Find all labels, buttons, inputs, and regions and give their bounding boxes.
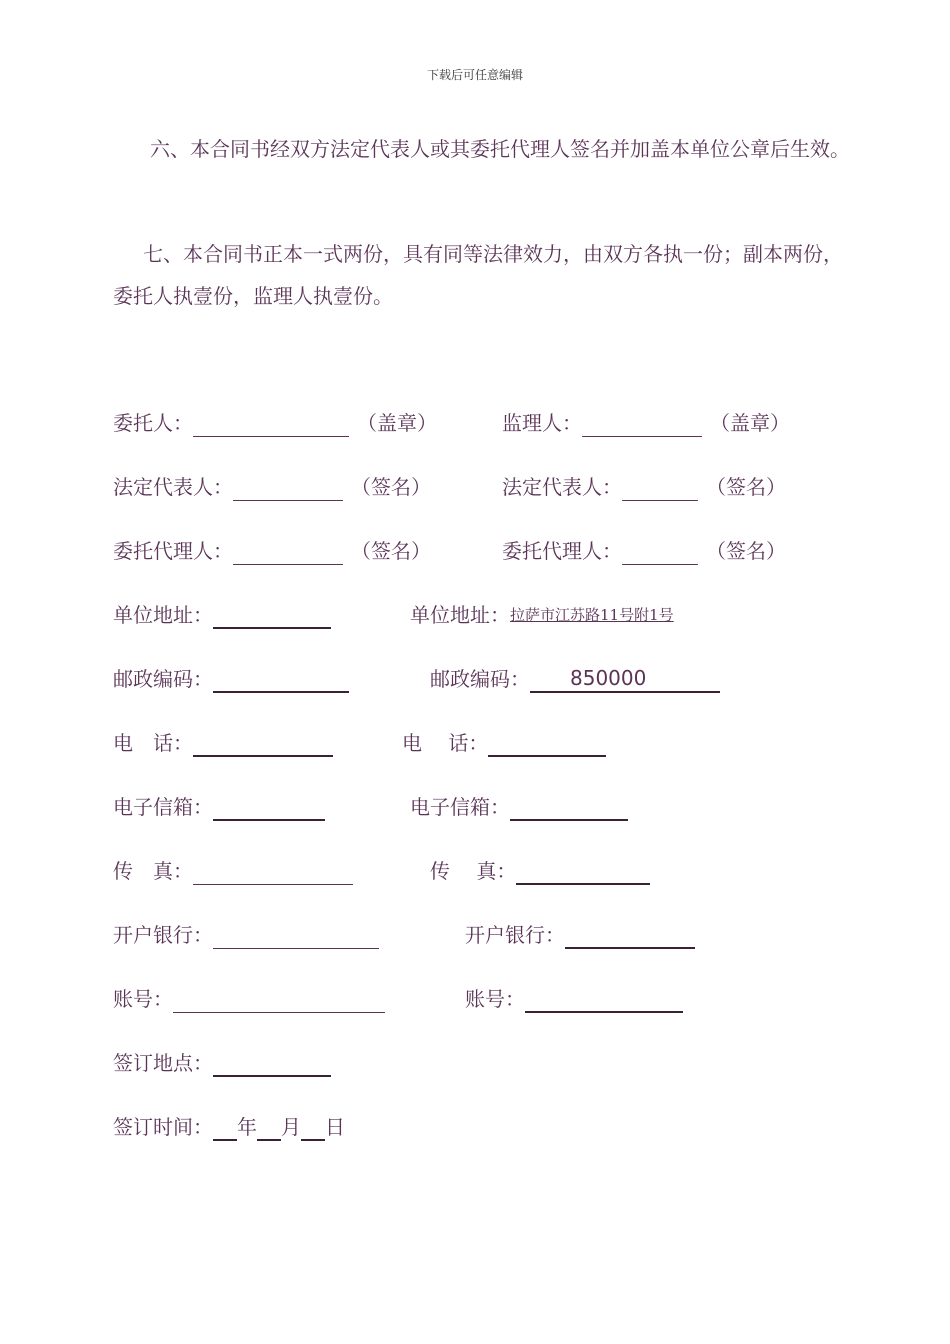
right-agent-label: 委托代理人：: [502, 539, 622, 563]
left-bank-field: [113, 915, 379, 955]
right-agent-blank[interactable]: [622, 538, 698, 565]
left-agent-blank[interactable]: [233, 538, 343, 565]
right-account-label: 账号：: [465, 987, 525, 1011]
form-row-phone: [0, 723, 950, 763]
right-bank-blank[interactable]: [565, 921, 695, 949]
left-phone-blank[interactable]: [193, 729, 333, 757]
left-address-blank[interactable]: [213, 601, 331, 629]
left-fax-label: 传 真：: [113, 859, 193, 883]
sign-year-label: 年: [237, 1115, 257, 1139]
form-row-postcode: [0, 659, 950, 699]
right-postcode-value[interactable]: 850000: [530, 665, 720, 693]
left-fax-field: [113, 851, 353, 891]
supervisor-blank[interactable]: [582, 410, 702, 437]
clause-seven: 七、本合同书正本一式两份，具有同等法律效力，由双方各执一份；副本两份，委托人执壹份，监理人执壹份。: [113, 242, 843, 308]
sign-year-blank[interactable]: [213, 1113, 237, 1141]
left-address-label: 单位地址：: [113, 603, 213, 627]
left-phone-label: 电 话：: [113, 731, 193, 755]
right-account-blank[interactable]: [525, 985, 683, 1013]
left-email-label: 电子信箱：: [113, 795, 213, 819]
right-legal-rep-label: 法定代表人：: [502, 475, 622, 499]
sign-day-blank[interactable]: [301, 1113, 325, 1141]
right-bank-field: [465, 915, 695, 955]
left-account-field: [113, 979, 385, 1019]
left-address-field: [113, 595, 331, 635]
left-agent-label: 委托代理人：: [113, 539, 233, 563]
sign-month-label: 月: [281, 1115, 301, 1139]
right-agent-field: [502, 531, 786, 571]
left-legal-rep-sign-label: （签名）: [351, 475, 431, 499]
client-field: [113, 403, 437, 443]
right-account-field: [465, 979, 683, 1019]
left-email-field: [113, 787, 325, 827]
left-legal-rep-label: 法定代表人：: [113, 475, 233, 499]
right-legal-rep-sign-label: （签名）: [706, 475, 786, 499]
left-account-label: 账号：: [113, 987, 173, 1011]
form-row-fax: [0, 851, 950, 891]
form-row-parties: [0, 403, 950, 443]
form-row-address: [0, 595, 950, 635]
left-bank-label: 开户银行：: [113, 923, 213, 947]
sign-place-blank[interactable]: [213, 1049, 331, 1077]
right-legal-rep-blank[interactable]: [622, 474, 698, 501]
left-email-blank[interactable]: [213, 793, 325, 821]
right-postcode-label: 邮政编码：: [430, 667, 530, 691]
right-email-label: 电子信箱：: [410, 795, 510, 819]
right-address-value[interactable]: 拉萨市江苏路11号附1号: [510, 606, 674, 624]
form-row-bank: [0, 915, 950, 955]
right-phone-field: [402, 723, 606, 763]
left-agent-sign-label: （签名）: [351, 539, 431, 563]
right-address-field: [410, 595, 680, 635]
form-row-legal-rep: [0, 467, 950, 507]
clause-six: 六、本合同书经双方法定代表人或其委托代理人签名并加盖本单位公章后生效。: [150, 137, 850, 161]
client-blank[interactable]: [193, 410, 349, 437]
right-fax-field: [430, 851, 650, 891]
left-postcode-blank[interactable]: [213, 665, 349, 693]
form-row-email: [0, 787, 950, 827]
right-fax-blank[interactable]: [516, 857, 650, 885]
sign-time-field: [113, 1107, 345, 1147]
left-legal-rep-blank[interactable]: [233, 474, 343, 501]
client-label: 委托人：: [113, 411, 193, 435]
form-row-sign-place: [0, 1043, 950, 1083]
page-header-note: 下载后可任意编辑: [426, 68, 523, 82]
left-legal-rep-field: [113, 467, 431, 507]
right-phone-label: 电 话：: [402, 731, 489, 755]
left-phone-field: [113, 723, 333, 763]
sign-day-label: 日: [325, 1115, 345, 1139]
right-address-label: 单位地址：: [410, 603, 510, 627]
sign-place-label: 签订地点：: [113, 1051, 213, 1075]
right-bank-label: 开户银行：: [465, 923, 565, 947]
left-agent-field: [113, 531, 431, 571]
supervisor-seal-label: （盖章）: [710, 411, 790, 435]
right-legal-rep-field: [502, 467, 786, 507]
left-account-blank[interactable]: [173, 986, 385, 1013]
right-email-field: [410, 787, 628, 827]
sign-place-field: [113, 1043, 331, 1083]
right-postcode-field: [430, 659, 720, 699]
right-agent-sign-label: （签名）: [706, 539, 786, 563]
left-fax-blank[interactable]: [193, 858, 353, 885]
form-row-agent: [0, 531, 950, 571]
left-postcode-field: [113, 659, 349, 699]
right-fax-label: 传 真：: [430, 859, 517, 883]
form-row-account: [0, 979, 950, 1019]
left-bank-blank[interactable]: [213, 922, 379, 949]
supervisor-label: 监理人：: [502, 411, 582, 435]
left-postcode-label: 邮政编码：: [113, 667, 213, 691]
sign-month-blank[interactable]: [257, 1113, 281, 1141]
client-seal-label: （盖章）: [357, 411, 437, 435]
right-phone-blank[interactable]: [488, 729, 606, 757]
form-row-sign-time: [0, 1107, 950, 1147]
supervisor-field: [502, 403, 790, 443]
sign-time-label: 签订时间：: [113, 1115, 213, 1139]
right-email-blank[interactable]: [510, 793, 628, 821]
